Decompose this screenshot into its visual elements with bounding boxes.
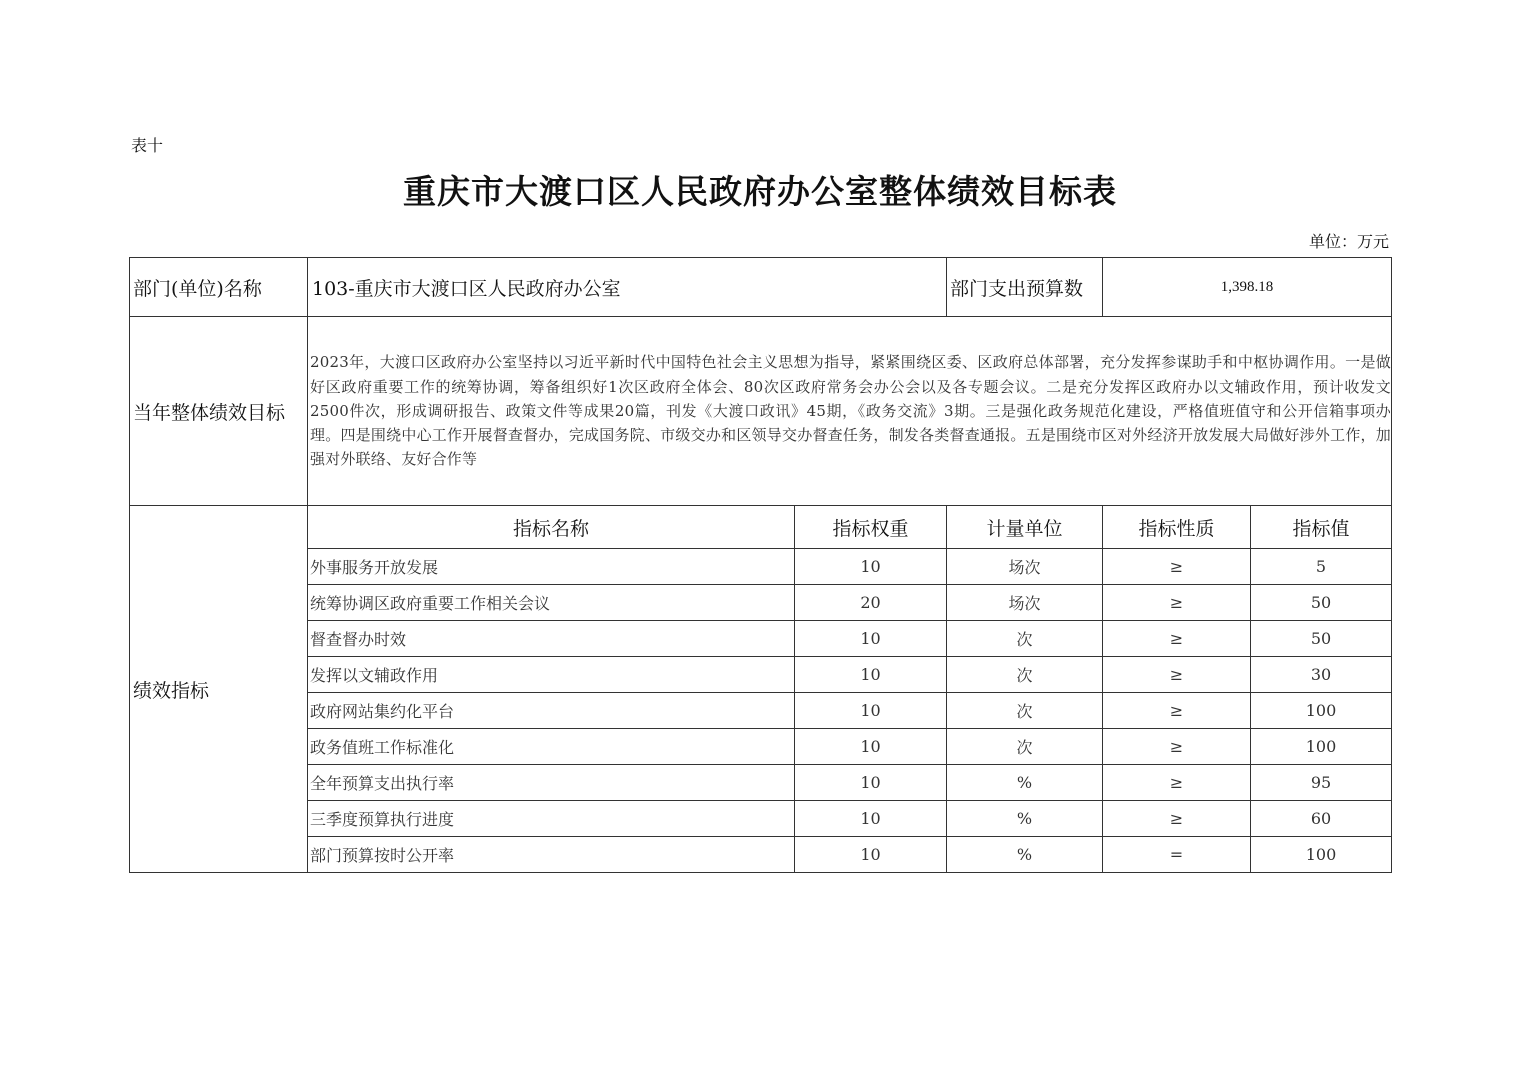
indicator-nature: ≥ bbox=[1103, 657, 1251, 693]
budget-label: 部门支出预算数 bbox=[947, 258, 1103, 317]
goal-label: 当年整体绩效目标 bbox=[130, 317, 308, 506]
table-row bbox=[130, 585, 1392, 621]
table-row bbox=[130, 837, 1392, 873]
budget-value: 1,398.18 bbox=[1103, 258, 1392, 317]
indicator-value: 100 bbox=[1251, 693, 1392, 729]
indicator-unit: % bbox=[947, 837, 1103, 873]
indicator-value: 5 bbox=[1251, 549, 1392, 585]
indicator-weight: 20 bbox=[795, 585, 947, 621]
table-number: 表十 bbox=[131, 136, 164, 155]
indicator-name: 政务值班工作标准化 bbox=[308, 729, 795, 765]
header-indicator-name: 指标名称 bbox=[308, 506, 795, 549]
indicator-unit: 次 bbox=[947, 693, 1103, 729]
indicator-name: 统筹协调区政府重要工作相关会议 bbox=[308, 585, 795, 621]
indicator-nature: ≥ bbox=[1103, 729, 1251, 765]
table-row bbox=[130, 549, 1392, 585]
dept-label: 部门(单位)名称 bbox=[130, 258, 308, 317]
indicator-value: 100 bbox=[1251, 837, 1392, 873]
header-unit: 计量单位 bbox=[947, 506, 1103, 549]
indicator-weight: 10 bbox=[795, 729, 947, 765]
header-nature: 指标性质 bbox=[1103, 506, 1251, 549]
indicator-header-row bbox=[130, 506, 1392, 549]
indicator-unit: % bbox=[947, 765, 1103, 801]
page-title: 重庆市大渡口区人民政府办公室整体绩效目标表 bbox=[403, 172, 1117, 211]
indicator-nature: ≥ bbox=[1103, 693, 1251, 729]
goal-text: 2023年，大渡口区政府办公室坚持以习近平新时代中国特色社会主义思想为指导，紧紧围绕区委、区政府总体部署，充分发挥参谋助手和中枢协调作用。一是做好区政府重要工作的统筹协调，筹备组织好1次区政府全体会、80次区政府常务会办公会以及各专题会议。二是充分发挥区政府办以文辅政作用，预计收发文2500件次，形成调研报告、政策文件等成果20篇，刊发《大渡口政讯》45期，《政务交流》3期。三是强化政务规范化建设，严格值班值守和公开信箱事项办理。四是围绕中心工作开展督查督办，完成国务院、市级交办和区领导交办督查任务，制发各类督查通报。五是围绕市区对外经济开放发展大局做好涉外工作，加强对外联络、友好合作等 bbox=[308, 317, 1392, 506]
indicator-name: 督查督办时效 bbox=[308, 621, 795, 657]
indicator-nature: ≥ bbox=[1103, 765, 1251, 801]
indicator-value: 100 bbox=[1251, 729, 1392, 765]
indicator-nature: ≥ bbox=[1103, 585, 1251, 621]
indicator-nature: ≥ bbox=[1103, 801, 1251, 837]
indicator-weight: 10 bbox=[795, 837, 947, 873]
indicator-name: 三季度预算执行进度 bbox=[308, 801, 795, 837]
table-row bbox=[130, 765, 1392, 801]
indicator-unit: 次 bbox=[947, 621, 1103, 657]
header-weight: 指标权重 bbox=[795, 506, 947, 549]
indicator-nature: ≥ bbox=[1103, 621, 1251, 657]
table-row bbox=[130, 621, 1392, 657]
dept-name: 103-重庆市大渡口区人民政府办公室 bbox=[308, 258, 947, 317]
goal-row bbox=[130, 317, 1392, 506]
table-row bbox=[130, 801, 1392, 837]
indicator-weight: 10 bbox=[795, 657, 947, 693]
header-value: 指标值 bbox=[1251, 506, 1392, 549]
indicator-name: 外事服务开放发展 bbox=[308, 549, 795, 585]
indicator-weight: 10 bbox=[795, 765, 947, 801]
performance-table bbox=[129, 257, 1392, 873]
table-row bbox=[130, 693, 1392, 729]
indicator-unit: 场次 bbox=[947, 549, 1103, 585]
indicator-unit: 次 bbox=[947, 729, 1103, 765]
indicator-value: 60 bbox=[1251, 801, 1392, 837]
indicator-name: 全年预算支出执行率 bbox=[308, 765, 795, 801]
indicator-value: 50 bbox=[1251, 585, 1392, 621]
indicator-unit: % bbox=[947, 801, 1103, 837]
indicator-weight: 10 bbox=[795, 621, 947, 657]
indicator-weight: 10 bbox=[795, 801, 947, 837]
table-row bbox=[130, 657, 1392, 693]
indicator-name: 政府网站集约化平台 bbox=[308, 693, 795, 729]
indicator-nature: ≥ bbox=[1103, 549, 1251, 585]
indicator-nature: = bbox=[1103, 837, 1251, 873]
indicator-value: 50 bbox=[1251, 621, 1392, 657]
indicator-name: 部门预算按时公开率 bbox=[308, 837, 795, 873]
unit-label: 单位：万元 bbox=[1308, 232, 1389, 251]
indicator-label: 绩效指标 bbox=[130, 506, 308, 873]
table-row bbox=[130, 729, 1392, 765]
indicator-value: 30 bbox=[1251, 657, 1392, 693]
indicator-weight: 10 bbox=[795, 693, 947, 729]
indicator-weight: 10 bbox=[795, 549, 947, 585]
dept-row bbox=[130, 258, 1392, 317]
indicator-name: 发挥以文辅政作用 bbox=[308, 657, 795, 693]
indicator-value: 95 bbox=[1251, 765, 1392, 801]
indicator-unit: 次 bbox=[947, 657, 1103, 693]
indicator-unit: 场次 bbox=[947, 585, 1103, 621]
